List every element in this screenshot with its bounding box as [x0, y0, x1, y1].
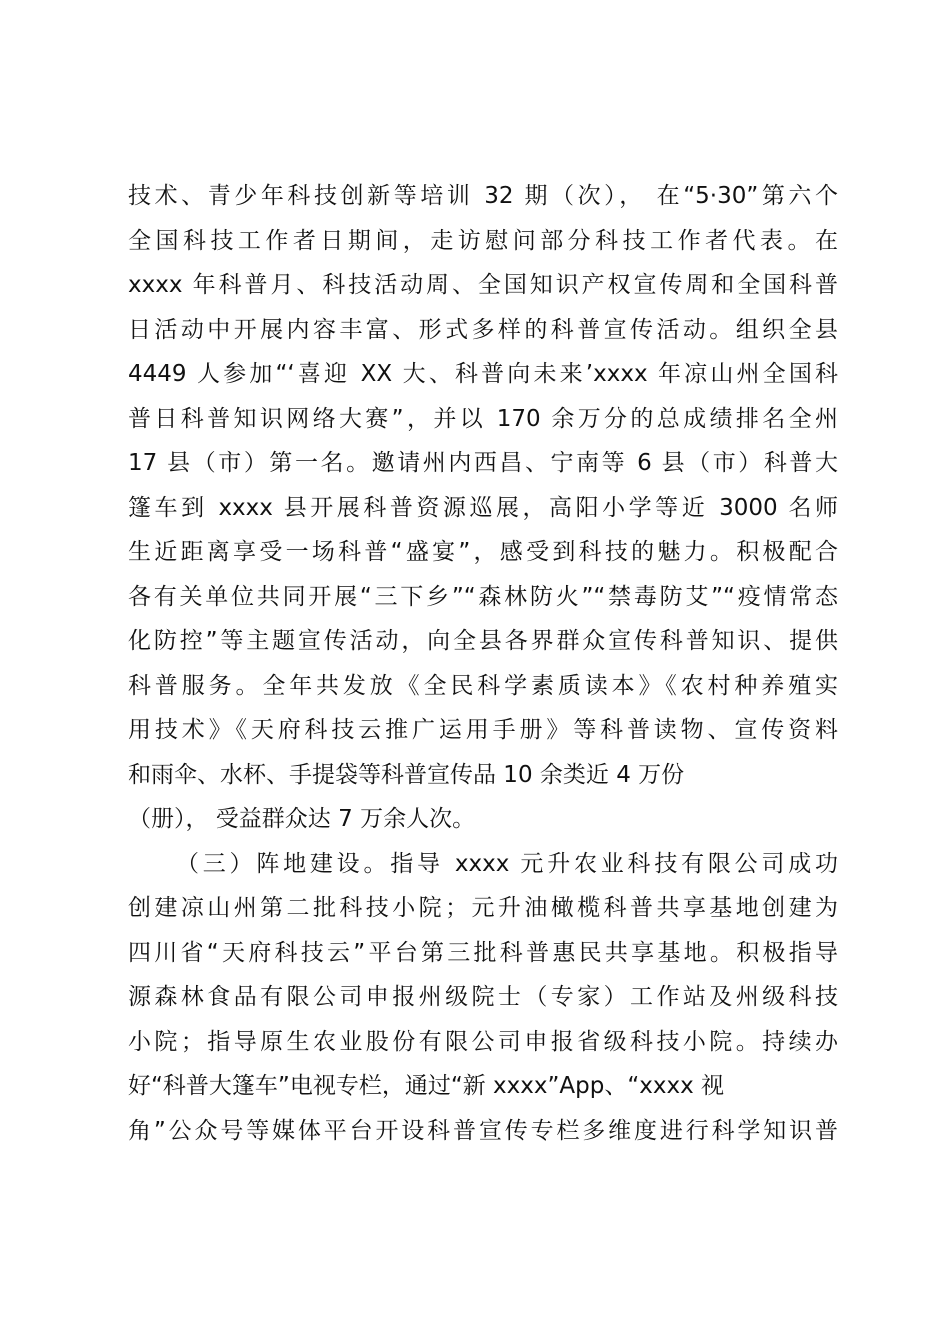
text-line: 生近距离享受一场科普“盛宴”，感受到科技的魅力。积极配合 [128, 539, 838, 565]
text-line: 17 县（市）第一名。邀请州内西昌、宁南等 6 县（市）科普大 [128, 450, 838, 476]
text-line: 普日科普知识网络大赛”，并以 170 余万分的总成绩排名全州 [128, 406, 838, 432]
text-line: 好“科普大篷车”电视专栏，通过“新 xxxx”App、“xxxx 视 [128, 1073, 725, 1099]
text-line: 各有关单位共同开展“三下乡”“森林防火”“禁毒防艾”“疫情常态 [128, 584, 838, 610]
text-line: 用技术》《天府科技云推广运用手册》等科普读物、宣传资料 [128, 717, 838, 743]
text-line: 4449 人参加“‘喜迎 XX 大、科普向未来’xxxx 年凉山州全国科 [128, 361, 838, 387]
text-line: 角”公众号等媒体平台开设科普宣传专栏多维度进行科学知识普 [128, 1118, 838, 1144]
text-line: （册）， 受益群众达 7 万余人次。 [128, 806, 476, 832]
text-line: 科普服务。全年共发放《全民科学素质读本》《农村种养殖实 [128, 673, 838, 699]
text-line: 技术、青少年科技创新等培训 32 期（次）， 在“5·30”第六个 [128, 183, 838, 209]
text-line: xxxx 年科普月、科技活动周、全国知识产权宣传周和全国科普 [128, 272, 838, 298]
text-line: 和雨伞、水杯、手提袋等科普宣传品 10 余类近 4 万份 [128, 762, 685, 788]
text-line: 全国科技工作者日期间，走访慰问部分科技工作者代表。在 [128, 228, 838, 254]
text-line: 小院；指导原生农业股份有限公司申报省级科技小院。持续办 [128, 1029, 838, 1055]
text-line: 篷车到 xxxx 县开展科普资源巡展，高阳小学等近 3000 名师 [128, 495, 838, 521]
text-line: 源森林食品有限公司申报州级院士（专家）工作站及州级科技 [128, 984, 838, 1010]
text-line: 化防控”等主题宣传活动，向全县各界群众宣传科普知识、提供 [128, 628, 838, 654]
text-line: 四川省“天府科技云”平台第三批科普惠民共享基地。积极指导 [128, 940, 838, 966]
section-heading-line: （三）阵地建设。指导 xxxx 元升农业科技有限公司成功 [176, 851, 838, 877]
text-line: 创建凉山州第二批科技小院；元升油橄榄科普共享基地创建为 [128, 895, 838, 921]
text-line: 日活动中开展内容丰富、形式多样的科普宣传活动。组织全县 [128, 317, 838, 343]
